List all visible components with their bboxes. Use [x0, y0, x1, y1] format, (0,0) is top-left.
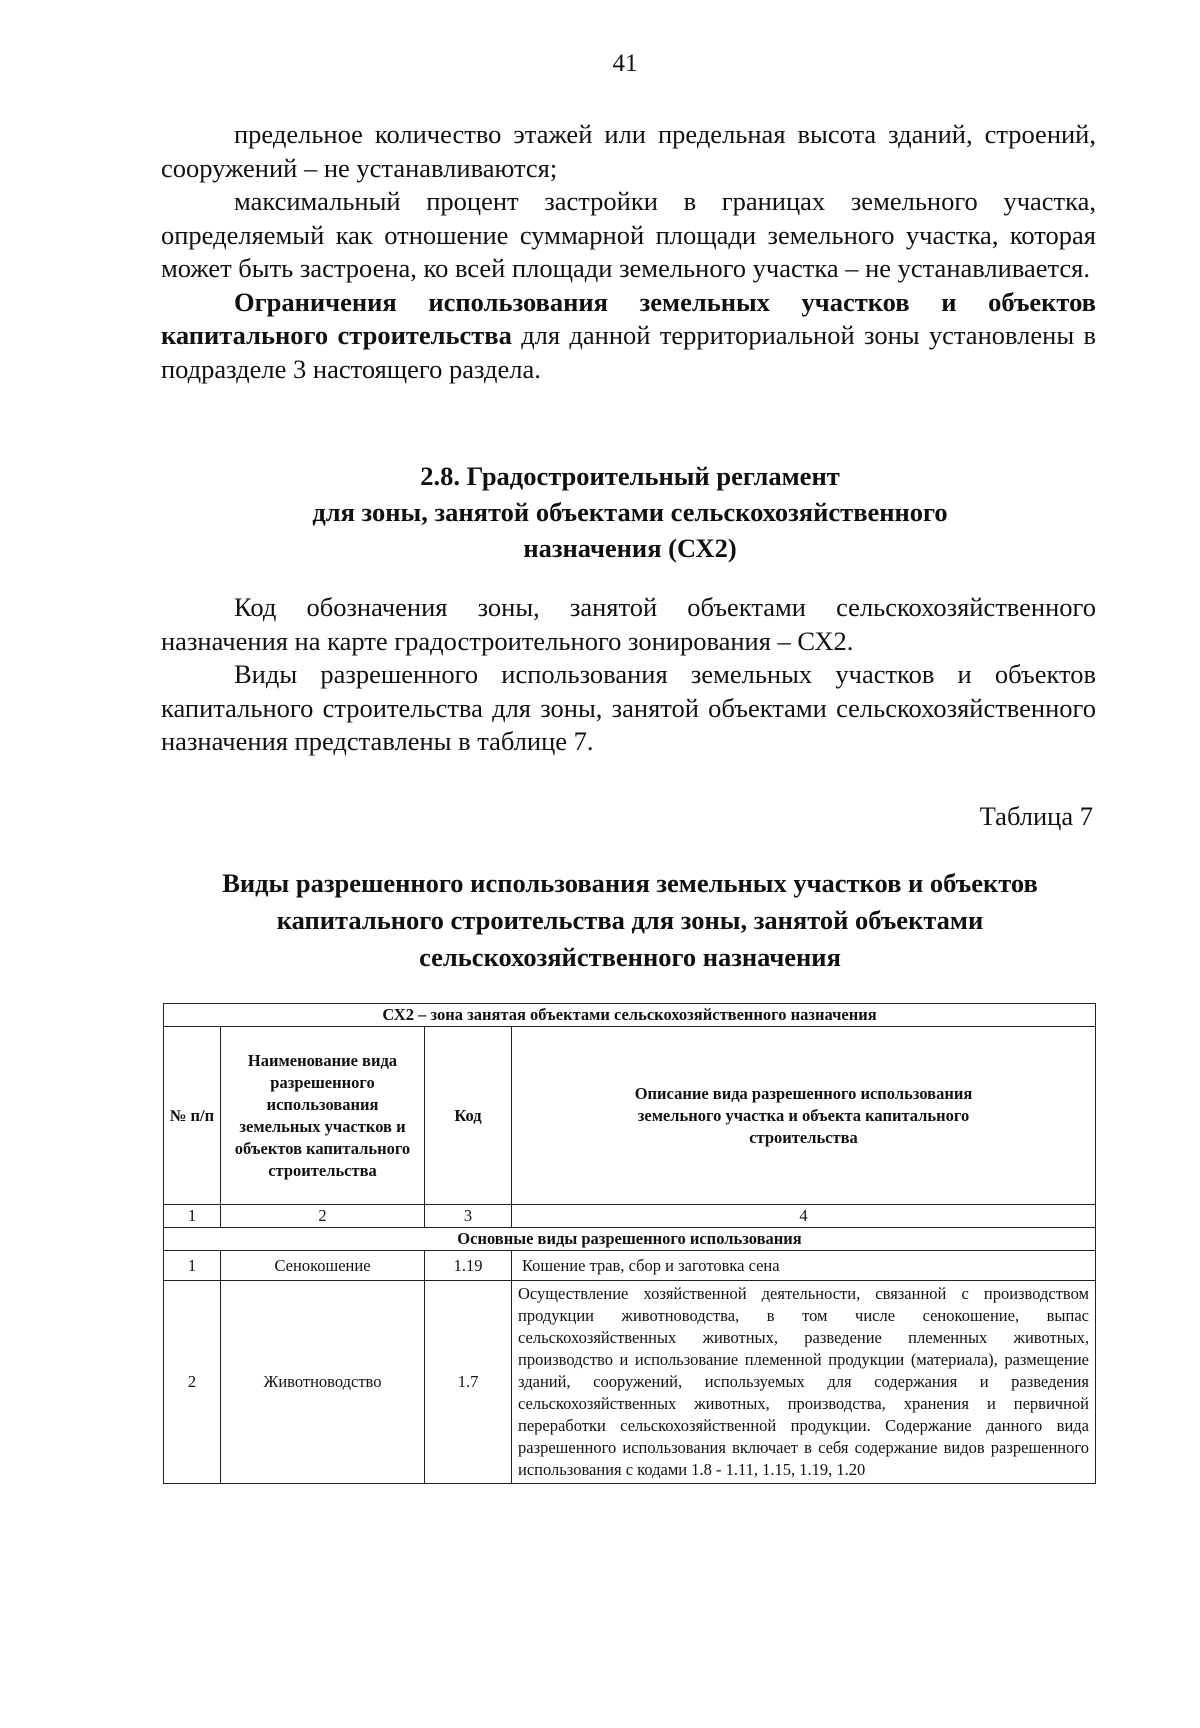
paragraph-restrictions — [161, 286, 1096, 387]
section-title-line-2: для зоны, занятой объектами сельскохозяйственного — [312, 497, 948, 527]
section-title — [250, 458, 1010, 566]
restrictions-bold-text: Ограничения использования земельных участков и объектов капитального строительства — [161, 286, 1096, 350]
table-title — [170, 865, 1090, 976]
row-code: 1.19 — [425, 1251, 512, 1281]
page-number: 41 — [612, 50, 638, 77]
intro-text-block — [161, 118, 1096, 386]
header-desc: Описание вида разрешенного использования земельного участка и объекта капитального строительства — [512, 1027, 1096, 1205]
column-number: 2 — [221, 1205, 425, 1228]
row-code: 1.7 — [425, 1281, 512, 1484]
table-title-line-2: капитального строительства для зоны, занятой объектами — [276, 905, 984, 935]
table-section-row — [164, 1228, 1096, 1251]
column-number: 1 — [164, 1205, 221, 1228]
usage-table — [163, 1003, 1096, 1484]
table-row — [164, 1251, 1096, 1281]
table-title-line-3: сельскохозяйственного назначения — [419, 942, 841, 972]
header-code: Код — [425, 1027, 512, 1205]
table-column-numbers-row — [164, 1205, 1096, 1228]
restrictions-rest-text: для данной территориальной зоны установлены в подразделе 3 настоящего раздела. — [161, 320, 1096, 384]
section-row-cell: Основные виды разрешенного использования — [164, 1228, 1096, 1251]
table-title-line-1: Виды разрешенного использования земельных участков и объектов — [222, 868, 1038, 898]
paragraph-usage-types: Виды разрешенного использования земельных участков и объектов капитального строительства для зоны, занятой объектами сельскохозяйственного назначения представлены в таблице 7. — [161, 659, 1096, 756]
section-title-line-3: назначения (СХ2) — [523, 533, 737, 563]
column-number: 3 — [425, 1205, 512, 1228]
row-desc: Осуществление хозяйственной деятельности, связанной с производством продукции животноводства, в том числе сенокошение, выпас сельскохозяйственных животных, разведение племенных животных, производство и использование племенной продукции (материала), размещение зданий, сооружений, используемых для содержания и разведения сельскохозяйственных животных, производства, хранения и первичной переработки сельскохозяйственной продукции. Содержание данного вида разрешенного использования включает в себя содержание видов разрешенного использования с кодами 1.8 - 1.11, 1.15, 1.19, 1.20 — [512, 1281, 1096, 1484]
table-label: Таблица 7 — [979, 801, 1093, 831]
zone-header-cell: СХ2 – зона занятая объектами сельскохозяйственного назначения — [164, 1004, 1096, 1027]
row-name: Животноводство — [221, 1281, 425, 1484]
paragraph-zone-code: Код обозначения зоны, занятой объектами сельскохозяйственного назначения на карте градостроительного зонирования – СХ2. — [161, 592, 1096, 656]
row-name: Сенокошение — [221, 1251, 425, 1281]
zone-text-block — [161, 591, 1096, 759]
table-zone-header-row — [164, 1004, 1096, 1027]
row-num: 2 — [164, 1281, 221, 1484]
table-row — [164, 1281, 1096, 1484]
header-name: Наименование вида разрешенного использования земельных участков и объектов капитального строительства — [221, 1027, 425, 1205]
paragraph-floors: предельное количество этажей или предельная высота зданий, строений, сооружений – не устанавливаются; — [161, 119, 1096, 183]
row-desc: Кошение трав, сбор и заготовка сена — [512, 1251, 1096, 1281]
paragraph-build-percent: максимальный процент застройки в границах земельного участка, определяемый как отношение суммарной площади земельного участка, которая может быть застроена, ко всей площади земельного участка – не устанавливается. — [161, 186, 1096, 283]
header-num: № п/п — [164, 1027, 221, 1205]
column-number: 4 — [512, 1205, 1096, 1228]
table-header-row — [164, 1027, 1096, 1205]
row-num: 1 — [164, 1251, 221, 1281]
section-title-line-1: 2.8. Градостроительный регламент — [420, 461, 840, 491]
